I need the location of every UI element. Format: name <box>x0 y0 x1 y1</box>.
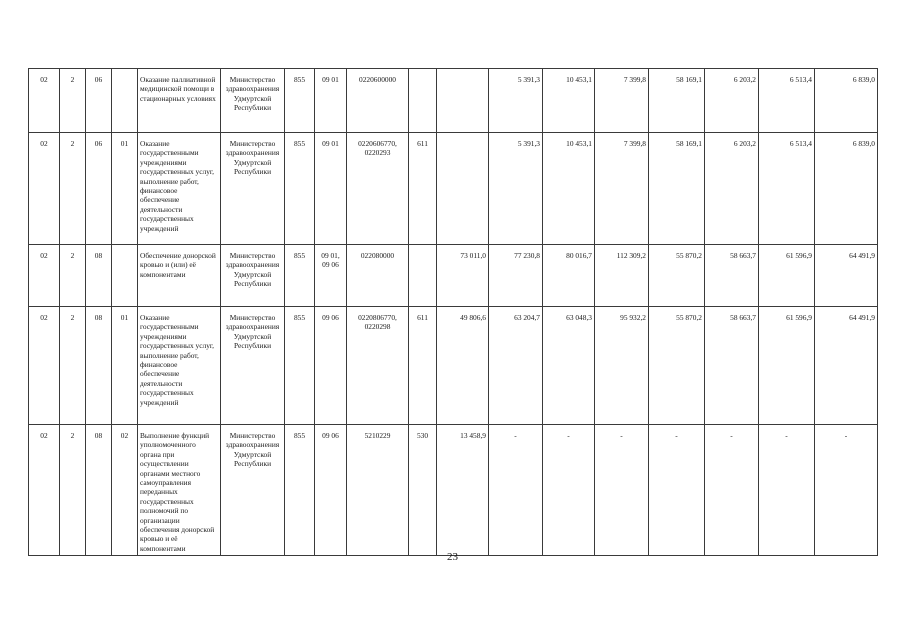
csr-cell: 5210229 <box>347 425 409 556</box>
table-row <box>29 307 878 425</box>
value-cell: 73 011,0 <box>437 245 489 307</box>
event-code-cell: 01 <box>112 133 138 245</box>
rzpr-cell: 09 01, 09 06 <box>315 245 347 307</box>
value-cell: 7 399,8 <box>595 133 649 245</box>
value-cell: 5 391,3 <box>489 133 543 245</box>
vr-cell: 611 <box>409 307 437 425</box>
value-cell: - <box>759 425 815 556</box>
description-cell: Выполнение функций уполномоченного органа при осуществлении органами местного самоуправления переданных государственных полномочий по организации обеспечения донорской кровью и её компонентами <box>138 425 221 556</box>
value-cell: 6 203,2 <box>705 133 759 245</box>
value-cell: - <box>815 425 878 556</box>
description-cell: Оказание государственными учреждениями государственных услуг, выполнение работ, финансовое обеспечение деятельности государственных учреждений <box>138 307 221 425</box>
program-code-cell: 02 <box>29 133 60 245</box>
main-event-code-cell: 06 <box>86 69 112 133</box>
value-cell: 55 870,2 <box>649 307 705 425</box>
value-cell: 58 663,7 <box>705 307 759 425</box>
table-row <box>29 425 878 556</box>
program-code-cell: 02 <box>29 307 60 425</box>
vr-cell <box>409 69 437 133</box>
main-event-code-cell: 06 <box>86 133 112 245</box>
value-cell: 58 663,7 <box>705 245 759 307</box>
value-cell: 7 399,8 <box>595 69 649 133</box>
event-code-cell <box>112 69 138 133</box>
value-cell: - <box>649 425 705 556</box>
value-cell: 63 204,7 <box>489 307 543 425</box>
value-cell: 61 596,9 <box>759 245 815 307</box>
vr-cell: 611 <box>409 133 437 245</box>
grbs-cell: 855 <box>285 425 315 556</box>
value-cell: 6 839,0 <box>815 133 878 245</box>
value-cell: 10 453,1 <box>543 69 595 133</box>
rzpr-cell: 09 01 <box>315 133 347 245</box>
value-cell: 6 839,0 <box>815 69 878 133</box>
ministry-cell: Министерство здравоохранения Удмуртской Республики <box>221 69 285 133</box>
event-code-cell: 01 <box>112 307 138 425</box>
table-row <box>29 69 878 133</box>
value-cell: - <box>489 425 543 556</box>
rzpr-cell: 09 01 <box>315 69 347 133</box>
description-cell: Оказание государственными учреждениями государственных услуг, выполнение работ, финансовое обеспечение деятельности государственных учреждений <box>138 133 221 245</box>
main-event-code-cell: 08 <box>86 307 112 425</box>
value-cell: 77 230,8 <box>489 245 543 307</box>
value-cell <box>437 69 489 133</box>
value-cell: 63 048,3 <box>543 307 595 425</box>
ministry-cell: Министерство здравоохранения Удмуртской Республики <box>221 133 285 245</box>
value-cell: - <box>705 425 759 556</box>
value-cell: 5 391,3 <box>489 69 543 133</box>
grbs-cell: 855 <box>285 245 315 307</box>
value-cell: 58 169,1 <box>649 133 705 245</box>
value-cell: 58 169,1 <box>649 69 705 133</box>
csr-cell: 022080000 <box>347 245 409 307</box>
event-code-cell <box>112 245 138 307</box>
value-cell: 64 491,9 <box>815 307 878 425</box>
value-cell: 61 596,9 <box>759 307 815 425</box>
value-cell: 6 513,4 <box>759 133 815 245</box>
csr-cell: 0220600000 <box>347 69 409 133</box>
grbs-cell: 855 <box>285 69 315 133</box>
value-cell: 112 309,2 <box>595 245 649 307</box>
rzpr-cell: 09 06 <box>315 425 347 556</box>
subprogram-code-cell: 2 <box>60 133 86 245</box>
subprogram-code-cell: 2 <box>60 245 86 307</box>
subprogram-code-cell: 2 <box>60 69 86 133</box>
description-cell: Обеспечение донорской кровью и (или) её компонентами <box>138 245 221 307</box>
csr-cell: 0220606770, 0220293 <box>347 133 409 245</box>
grbs-cell: 855 <box>285 307 315 425</box>
vr-cell: 530 <box>409 425 437 556</box>
program-code-cell: 02 <box>29 425 60 556</box>
value-cell: - <box>595 425 649 556</box>
description-cell: Оказание паллиативной медицинской помощи в стационарных условиях <box>138 69 221 133</box>
table-row <box>29 133 878 245</box>
value-cell: 95 932,2 <box>595 307 649 425</box>
value-cell: 10 453,1 <box>543 133 595 245</box>
value-cell: 6 203,2 <box>705 69 759 133</box>
grbs-cell: 855 <box>285 133 315 245</box>
value-cell: 49 806,6 <box>437 307 489 425</box>
program-code-cell: 02 <box>29 69 60 133</box>
subprogram-code-cell: 2 <box>60 425 86 556</box>
ministry-cell: Министерство здравоохранения Удмуртской Республики <box>221 307 285 425</box>
value-cell: 55 870,2 <box>649 245 705 307</box>
ministry-cell: Министерство здравоохранения Удмуртской Республики <box>221 425 285 556</box>
value-cell: 80 016,7 <box>543 245 595 307</box>
vr-cell <box>409 245 437 307</box>
value-cell: 64 491,9 <box>815 245 878 307</box>
budget-table <box>28 68 878 556</box>
value-cell <box>437 133 489 245</box>
csr-cell: 0220806770, 0220298 <box>347 307 409 425</box>
table-row <box>29 245 878 307</box>
rzpr-cell: 09 06 <box>315 307 347 425</box>
ministry-cell: Министерство здравоохранения Удмуртской Республики <box>221 245 285 307</box>
event-code-cell: 02 <box>112 425 138 556</box>
value-cell: 13 458,9 <box>437 425 489 556</box>
page-number: 23 <box>447 551 458 563</box>
program-code-cell: 02 <box>29 245 60 307</box>
value-cell: - <box>543 425 595 556</box>
value-cell: 6 513,4 <box>759 69 815 133</box>
main-event-code-cell: 08 <box>86 425 112 556</box>
subprogram-code-cell: 2 <box>60 307 86 425</box>
main-event-code-cell: 08 <box>86 245 112 307</box>
